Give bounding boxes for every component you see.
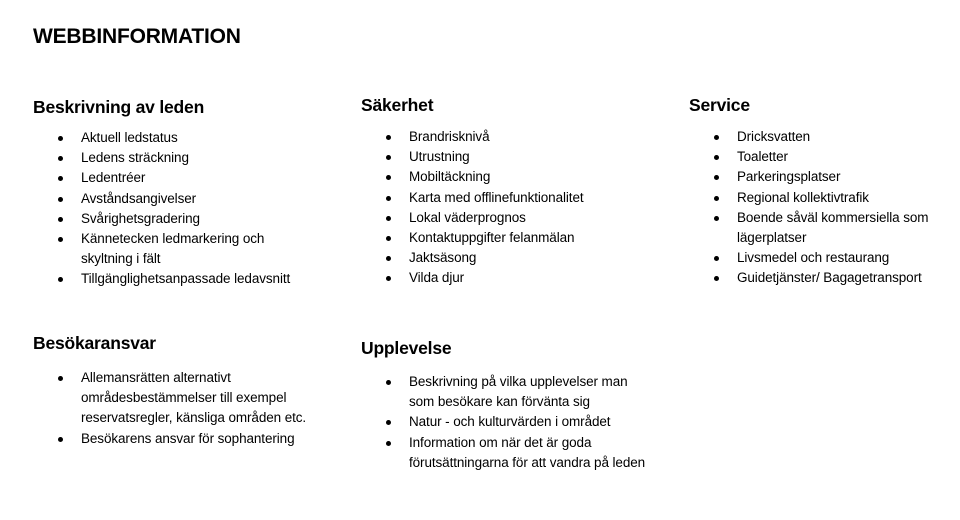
list-item: Utrustning — [361, 147, 646, 167]
section-heading: Beskrivning av leden — [33, 97, 205, 117]
page-title: WEBBINFORMATION — [33, 25, 241, 48]
bullet-list — [33, 128, 318, 290]
list-item: Boende såväl kommersiella som lägerplatser — [689, 208, 949, 248]
list-item: Vilda djur — [361, 268, 646, 288]
list-item: Avståndsangivelser — [33, 189, 318, 209]
bullet-list — [361, 127, 646, 289]
list-item: Natur - och kulturvärden i området — [361, 412, 646, 432]
list-item: Aktuell ledstatus — [33, 128, 318, 148]
section-experience — [361, 337, 646, 473]
list-item: Information om när det är goda förutsättningarna för att vandra på leden — [361, 433, 646, 473]
list-item: Besökarens ansvar för sophantering — [33, 429, 318, 449]
list-item: Kännetecken ledmarkering och skyltning i fält — [33, 229, 318, 269]
section-heading: Upplevelse — [361, 338, 452, 358]
list-item: Regional kollektivtrafik — [689, 188, 949, 208]
list-item: Toaletter — [689, 147, 949, 167]
list-item: Allemansrätten alternativt områdesbestämmelser till exempel reservatsregler, känsliga områden etc. — [33, 368, 318, 429]
list-item: Tillgänglighetsanpassade ledavsnitt — [33, 269, 318, 289]
list-item: Jaktsäsong — [361, 248, 646, 268]
list-item: Karta med offlinefunktionalitet — [361, 188, 646, 208]
list-item: Dricksvatten — [689, 127, 949, 147]
section-heading: Besökaransvar — [33, 333, 156, 353]
list-item: Parkeringsplatser — [689, 167, 949, 187]
list-item: Svårighetsgradering — [33, 209, 318, 229]
section-service — [689, 94, 949, 289]
list-item: Ledentréer — [33, 168, 318, 188]
section-heading: Säkerhet — [361, 95, 434, 115]
list-item: Livsmedel och restaurang — [689, 248, 949, 268]
bullet-list — [33, 368, 318, 449]
list-item: Lokal väderprognos — [361, 208, 646, 228]
list-item: Mobiltäckning — [361, 167, 646, 187]
bullet-list — [361, 372, 646, 473]
list-item: Kontaktuppgifter felanmälan — [361, 228, 646, 248]
section-safety — [361, 94, 646, 289]
list-item: Guidetjänster/ Bagagetransport — [689, 268, 949, 288]
list-item: Ledens sträckning — [33, 148, 318, 168]
bullet-list — [689, 127, 949, 289]
section-trail-description — [33, 96, 318, 290]
list-item: Beskrivning på vilka upplevelser man som besökare kan förvänta sig — [361, 372, 646, 412]
section-visitor-responsibility — [33, 332, 318, 449]
section-heading: Service — [689, 95, 750, 115]
list-item: Brandrisknivå — [361, 127, 646, 147]
